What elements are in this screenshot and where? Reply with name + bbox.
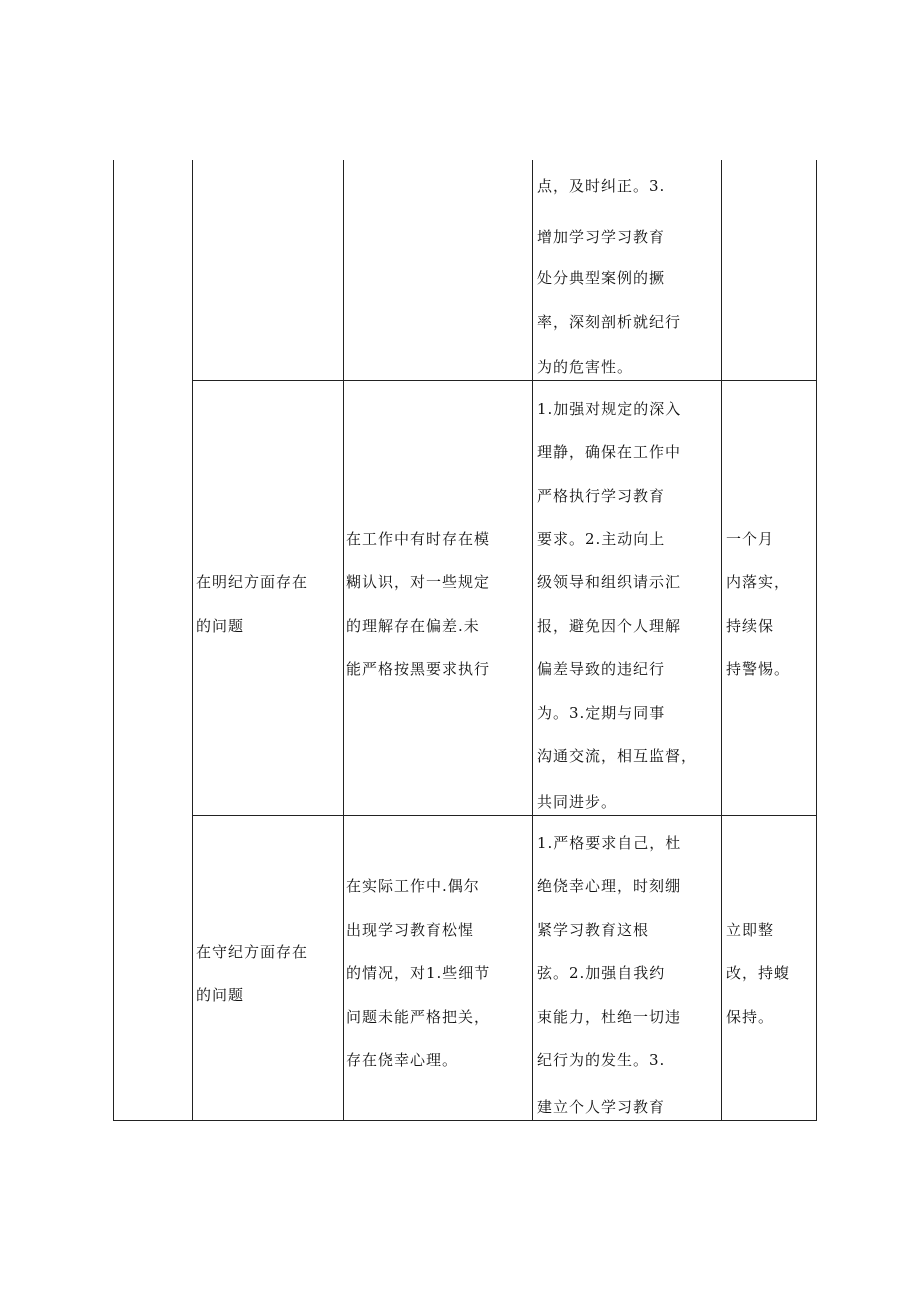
text-line: 在明纪方面存在 [196,573,309,591]
text-line: 一个月 [726,530,775,548]
text-line: 严格执行学习教育 [537,487,666,505]
row-divider-2 [192,815,817,816]
text-line: 纪行为的发生。3. [537,1051,666,1069]
text-line: 处分典型案例的撅 [537,269,666,287]
text-line: 在守纪方面存在 [196,943,309,961]
text-line: 点，及时纠正。3. [537,177,666,195]
text-line: 内落实， [726,573,791,591]
text-line: 报，避免因个人理解 [537,617,682,635]
column-divider-2 [343,160,344,1121]
text-line: 改，持蝮 [726,964,791,982]
text-line: 问题未能严格把关， [346,1008,491,1026]
table-border-bottom [113,1120,817,1121]
text-line: 率，深刻剖析就纪行 [537,313,682,331]
text-line: 的理解存在偏差.未 [346,617,480,635]
text-line: 级领导和组织请示汇 [537,573,682,591]
text-line: 保持。 [726,1008,775,1026]
text-line: 的问题 [196,986,245,1004]
text-line: 持续保 [726,617,775,635]
table-border-left [113,160,114,1121]
text-line: 共同进步。 [537,793,618,811]
text-line: 的情况，对1.些细节 [346,964,491,982]
text-line: 1.加强对规定的深入 [537,400,682,418]
text-line: 的问题 [196,617,245,635]
row-divider-1 [192,380,817,381]
text-line: 在工作中有时存在模 [346,530,491,548]
text-line: 束能力，杜绝一切违 [537,1008,682,1026]
text-line: 存在侥幸心理。 [346,1051,459,1069]
text-line: 紧学习教育这根 [537,921,650,939]
column-divider-1 [192,160,193,1121]
text-line: 在实际工作中.偶尔 [346,877,480,895]
column-divider-4 [721,160,722,1121]
text-line: 持警惕。 [726,660,791,678]
text-line: 要求。2.主动向上 [537,530,666,548]
text-line: 出现学习教育松惺 [346,921,475,939]
text-line: 为的危害性。 [537,358,634,376]
text-line: 建立个人学习教育 [537,1098,666,1116]
text-line: 沟通交流，相互监督， [537,747,698,765]
text-line: 弦。2.加强自我约 [537,964,666,982]
text-line: 能严格按黑要求执行 [346,660,491,678]
text-line: 糊认识，对一些规定 [346,573,491,591]
text-line: 为。3.定期与同事 [537,704,666,722]
text-line: 偏差导致的违纪行 [537,660,666,678]
text-line: 立即整 [726,921,775,939]
column-divider-3 [532,160,533,1121]
text-line: 1.严格要求自己，杜 [537,834,682,852]
table-border-right [816,160,817,1121]
text-line: 理静，确保在工作中 [537,443,682,461]
text-line: 增加学习学习教育 [537,228,666,246]
text-line: 绝侥幸心理，时刻绷 [537,877,682,895]
